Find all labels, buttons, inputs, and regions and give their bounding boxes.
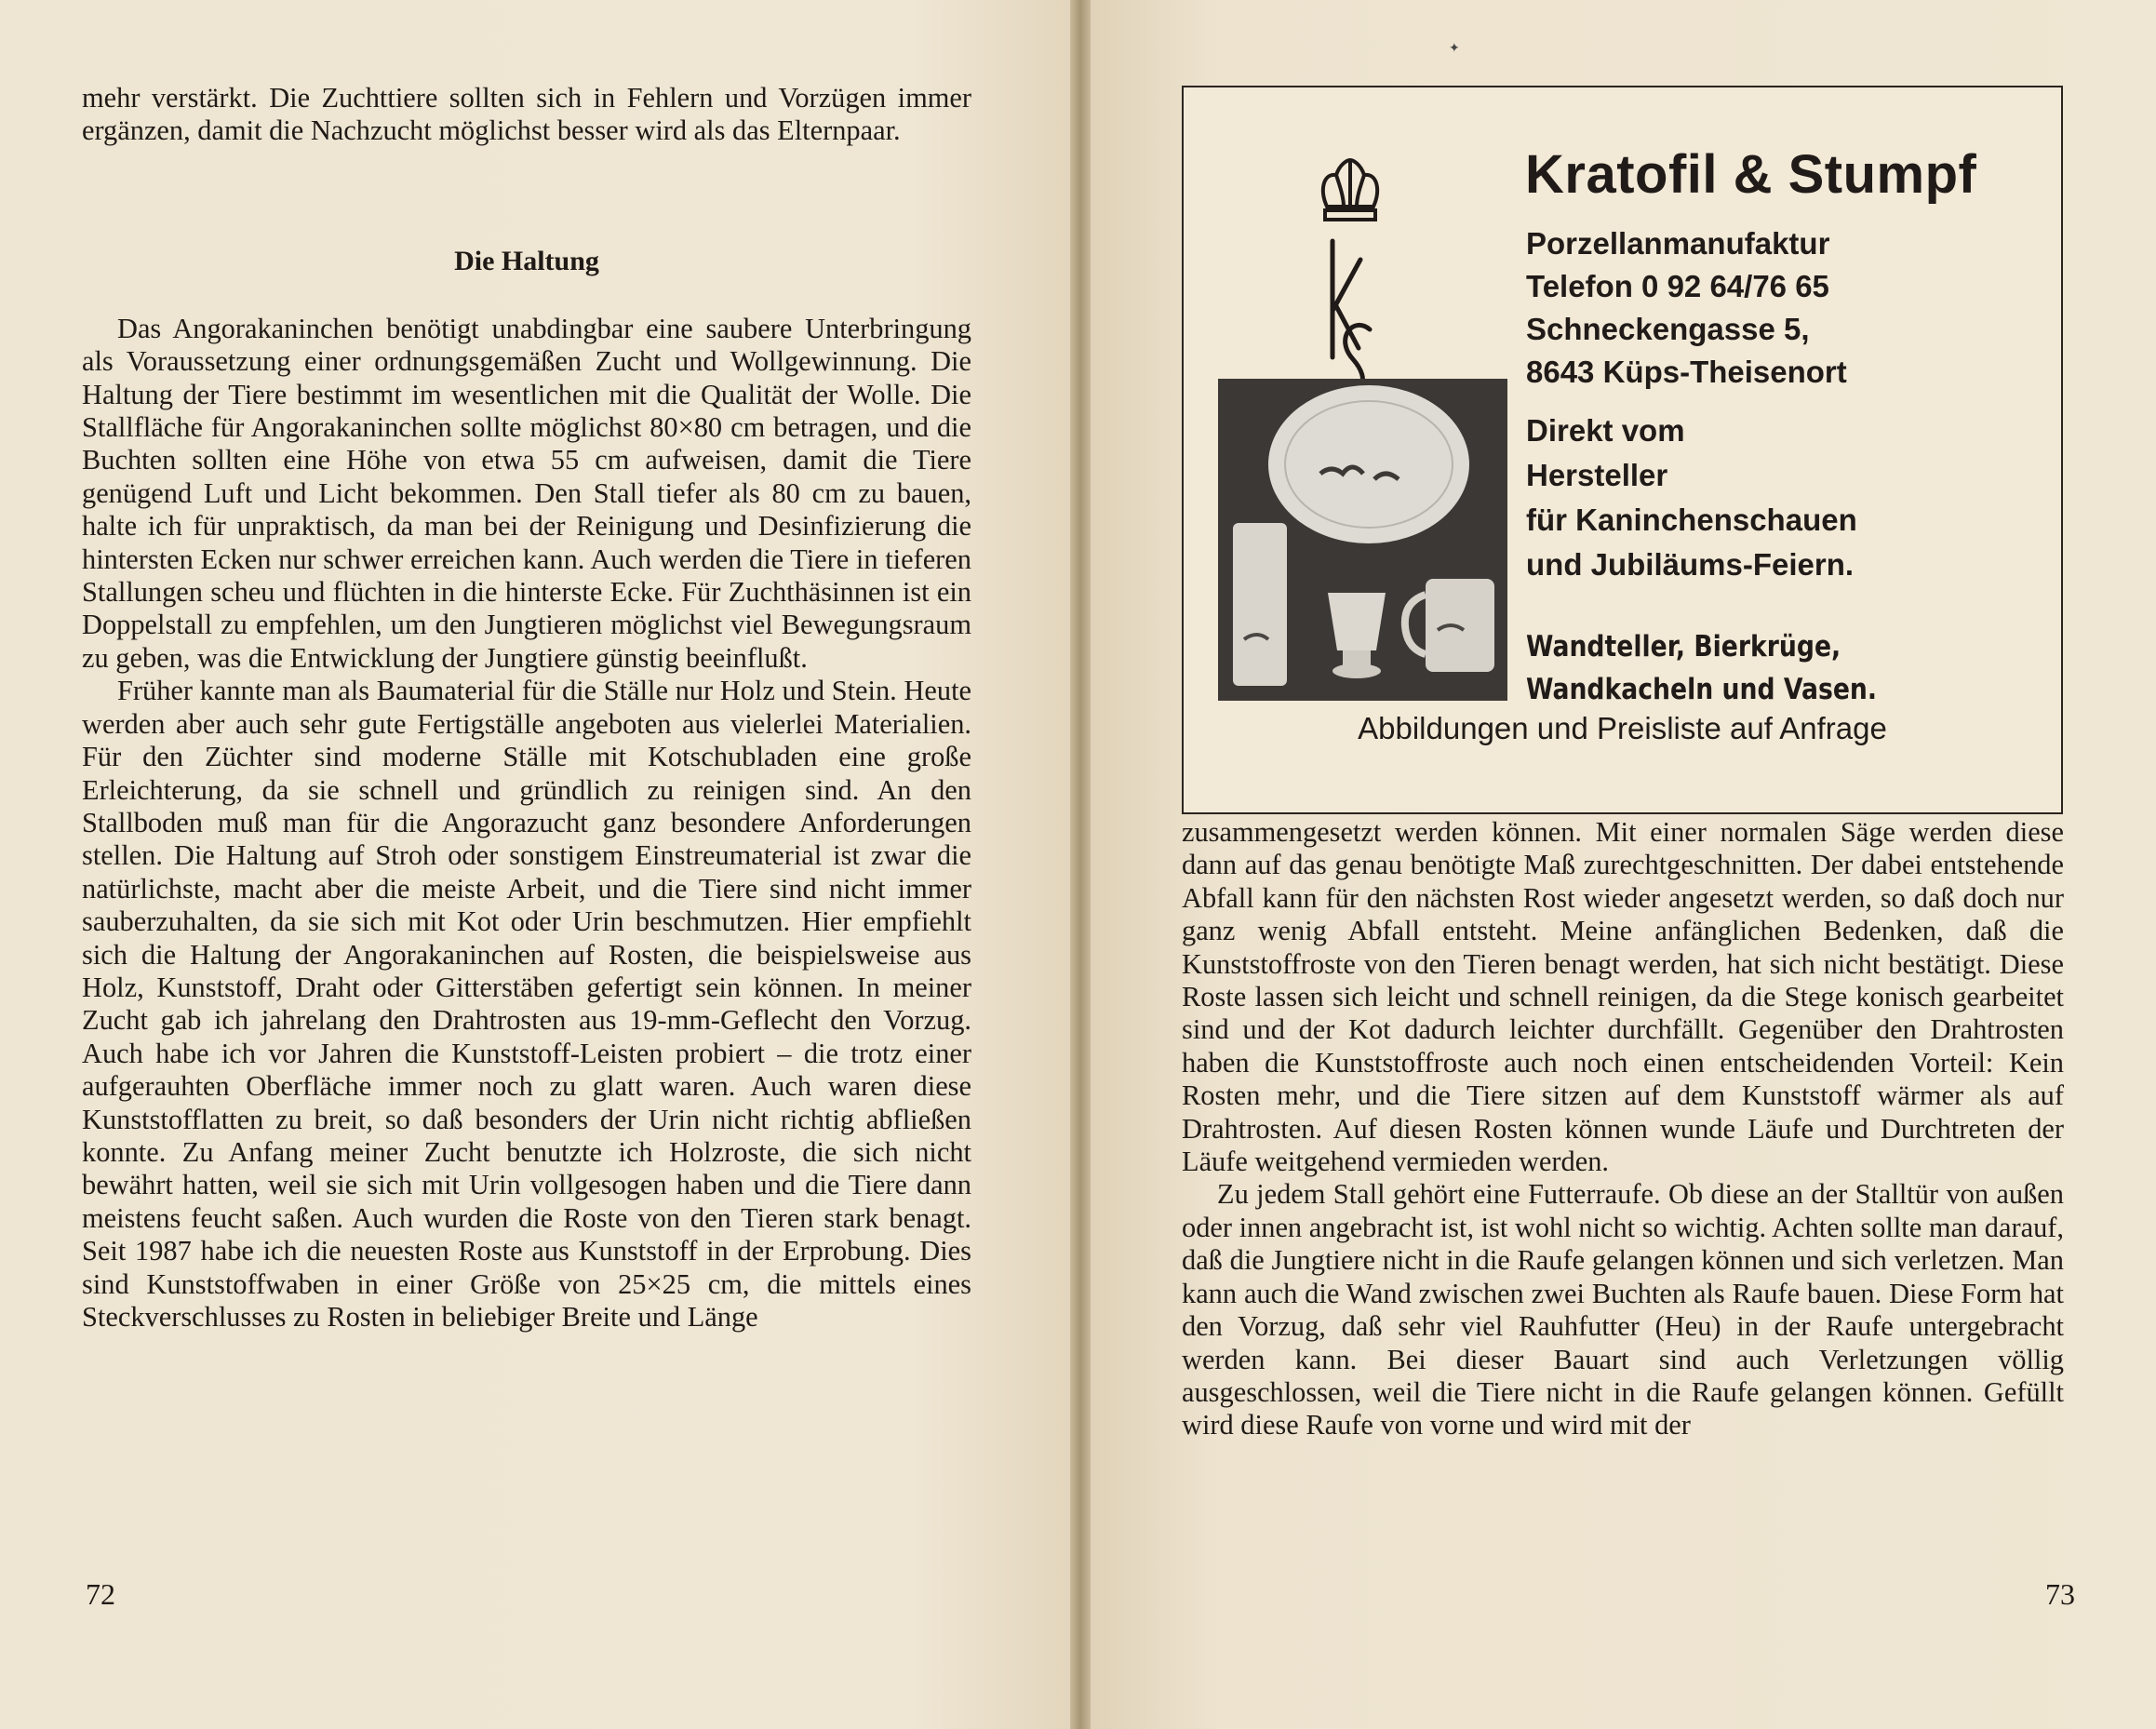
left-paragraph-1: Das Angorakaninchen benötigt unabdingbar eine saubere Unterbringung als Voraussetzung einer ordnungsgemäßen Zucht und Wollgewinnung. Die Haltung der Tiere bestimmt im wesentlichen mit die Qualität der Wolle. Die Stallfläche für Angorakaninchen sollte möglichst 80×80 cm betragen, und die Buchten sollten eine Höhe von etwa 55 cm aufweisen, damit die Tiere genügend Luft und Licht bekommen. Den Stall tiefer als 80 cm zu bauen, halte ich für unpraktisch, da man bei der Reinigung und Desinfizierung die hintersten Ecken nur schwer erreichen kann. Auch werden die Tiere in tieferen Stallungen scheu und flüchten in die hinterste Ecke. Für Zuchthäsinnen ist ein Doppelstall zu empfehlen, um den Jungtieren möglichst viel Bewegungsraum zu geben, was die Entwicklung der Jungtiere günstig beeinflußt. [82,312,971,674]
ad-line: für Kaninchenschauen [1526,503,1857,537]
ad-line: Telefon 0 92 64/76 65 [1526,269,1829,303]
ad-line: und Jubiläums-Feiern. [1526,547,1855,582]
book-gutter [1070,0,1091,1729]
page-number-right: 73 [2045,1577,2075,1611]
ad-line: Wandteller, Bierkrüge, [1526,630,1841,663]
left-paragraph-2: Früher kannte man als Baumaterial für die Ställe nur Holz und Stein. Heute werden aber auch sehr gute Fertigställe angeboten aus vielerlei Materialien. Für den Züchter sind moderne Ställe mit Kotschubladen eine große Erleichterung, da sie schnell und gründlich zu reinigen sind. An den Stallboden muß man für die Angorazucht ganz besondere Anforderungen stellen. Die Haltung auf Stroh oder sonstigem Einstreumaterial ist zwar die natürlichste, macht aber die meiste Arbeit, und die Tiere sind nicht immer sauberzuhalten, da sie sich mit Kot oder Urin beschmutzen. Hier empfiehlt sich die Haltung der Angorakaninchen auf Rosten, die beispielsweise aus Holz, Kunststoff, Draht oder Gitterstäben gefertigt sein können. In meiner Zucht gab ich jahrelang den Drahtrosten aus 19-mm-Geflecht den Vorzug. Auch habe ich vor Jahren die Kunststoff-Leisten probiert – die trotz einer aufgerauhten Oberfläche immer noch zu glatt waren. Auch waren diese Kunststofflatten zu breit, so daß besonders der Urin nicht richtig abfließen konnte. Zu Anfang meiner Zucht benutzte ich Holzroste, die sich nicht bewährt hatten, weil sie sich mit Urin vollgesogen haben und die Tiere dann meistens feucht saßen. Auch wurden die Roste von den Tieren stark benagt. Seit 1987 habe ich die neuesten Roste aus Kunststoff in der Erprobung. Dies sind Kunststoffwaben in einer Größe von 25×25 cm, die mittels eines Steckverschlusses zu Rosten in beliebiger Breite und Länge [82,675,971,1333]
section-heading: Die Haltung [454,245,599,276]
ink-speck: ✦ [1449,42,1460,56]
porcelain-photo-illustration [1218,379,1507,701]
left-paragraph-top: mehr verstärkt. Die Zuchttiere sollten sich in Fehlern und Vorzügen immer ergänzen, damit die Nachzucht möglichst besser wird als das Elternpaar. [82,82,971,147]
porcelain-product-photo [1218,379,1507,701]
ad-footer: Abbildungen und Preisliste auf Anfrage [1358,711,1887,745]
crown-ks-logo-icon [1316,153,1385,404]
ad-product-lines [1526,625,1934,711]
page-number-left: 72 [86,1577,115,1611]
right-paragraph-2: Zu jedem Stall gehört eine Futterraufe. Ob diese an der Stalltür von außen oder innen angebracht ist, ist wohl nicht so wichtig. Achten sollte man darauf, daß die Jungtiere nicht in die Raufe gelangen können und sich verletzen. Man kann auch die Wand zwischen zwei Buchten als Raufe bauen. Diese Form hat den Vorzug, daß sehr viel Rauhfutter (Heu) in der Raufe untergebracht werden kann. Bei dieser Bauart sind auch Verletzungen völlig ausgeschlossen, weil die Tiere nicht in die Raufe gelangen können. Gefüllt wird diese Raufe von vorne und wird mit der [1182,1178,2064,1441]
ad-line: Wandkacheln und Vasen. [1526,673,1878,706]
left-page-text [82,82,971,1334]
ad-line: Schneckengasse 5, [1526,312,1810,346]
ad-direct-lines [1526,409,1857,587]
ad-line: 8643 Küps-Theisenort [1526,355,1847,389]
advertisement-box [1182,86,2063,814]
right-paragraph-1: zusammengesetzt werden können. Mit einer normalen Säge werden diese dann auf das genau benötigte Maß zurechtgeschnitten. Der dabei entstehende Abfall kann für den nächsten Rost wieder angesetzt werden, so daß doch nur ganz wenig Abfall entsteht. Meine anfänglichen Bedenken, daß die Kunststoffroste von den Tieren benagt werden, hat sich nicht bestätigt. Diese Roste lassen sich leicht und schnell reinigen, da die Stege konisch gearbeitet sind und der Kot dadurch leichter durchfällt. Gegenüber den Drahtrosten haben die Kunststoffroste auch noch einen entscheidenden Vorteil: Kein Rosten mehr, und die Tiere sitzen auf dem Kunststoff wärmer als auf Drahtrosten. Auf diesen Rosten können wunde Läufe und Durchtreten der Läufe weitgehend vermieden werden. [1182,816,2064,1178]
ad-contact-lines [1526,222,1847,394]
ad-line: Direkt vom [1526,413,1685,448]
ad-company-name: Kratofil & Stumpf [1525,144,1977,205]
ad-line: Hersteller [1526,458,1668,492]
ad-line: Porzellanmanufaktur [1526,226,1830,261]
right-page-text [1182,816,2064,1442]
